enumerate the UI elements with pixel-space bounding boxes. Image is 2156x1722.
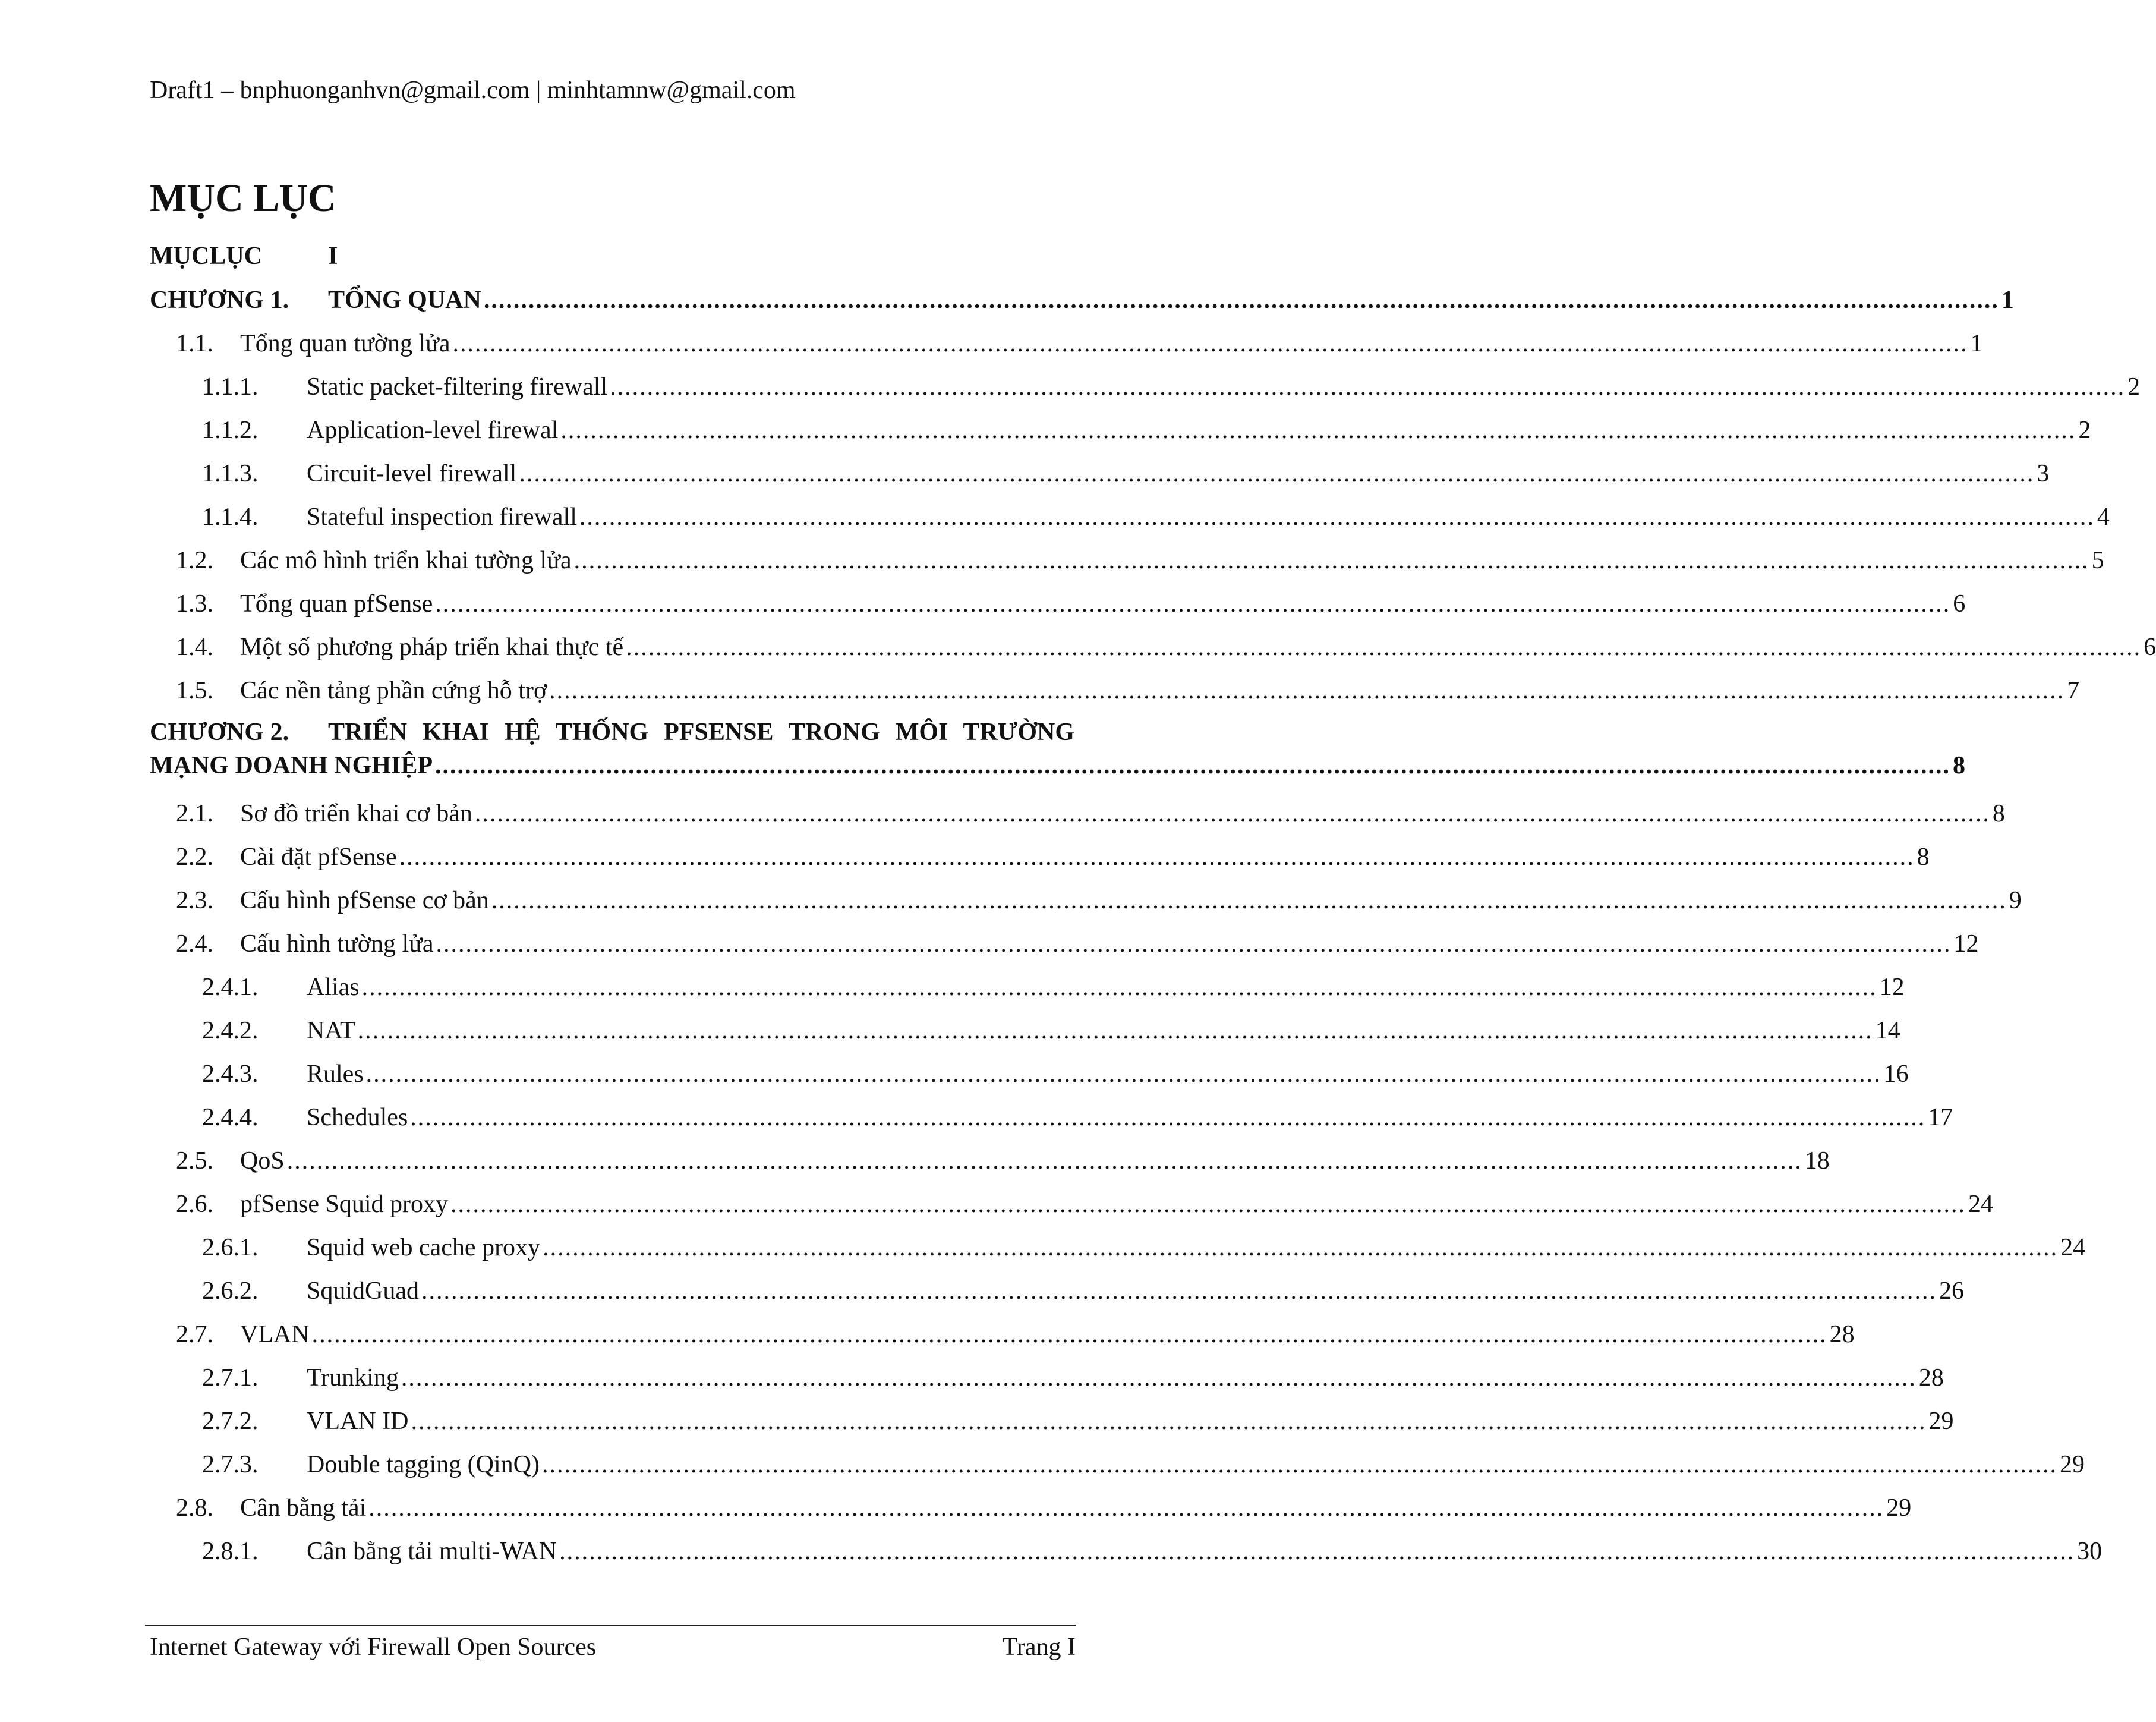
toc-entry-page: 9	[2009, 887, 2022, 914]
toc-dot-leader: ............................................................................................................................................................................................................	[541, 1451, 2057, 1478]
toc-entry-number: 2.4.3.	[202, 1060, 259, 1088]
toc-entry-2-8-1[interactable]	[202, 1535, 2103, 1567]
toc-entry-page: 1	[2001, 287, 2014, 314]
toc-entry-2-4-4[interactable]	[202, 1101, 1953, 1134]
toc-entry-number: 2.4.	[176, 930, 213, 958]
toc-entry-label: Squid web cache proxy	[307, 1234, 541, 1261]
toc-entry-page: 8	[1953, 752, 1965, 779]
toc-dot-leader: ............................................................................................................................................................................................................	[311, 1321, 1827, 1348]
toc-dot-leader: ............................................................................................................................................................................................................	[435, 590, 1951, 618]
toc-entry-number: 2.6.	[176, 1191, 213, 1218]
toc-dot-leader: ............................................................................................................................................................................................................	[626, 634, 2142, 661]
toc-entry-number: 2.4.4.	[202, 1104, 259, 1131]
toc-entry-1-5[interactable]	[176, 675, 2080, 707]
toc-entry-number: 1.3.	[176, 590, 213, 618]
toc-entry-page: 28	[1829, 1321, 1855, 1348]
toc-dot-leader: ............................................................................................................................................................................................................	[399, 843, 1915, 871]
toc-entry-1-3[interactable]	[176, 588, 1966, 620]
toc-entry-2-6[interactable]	[176, 1188, 1993, 1220]
toc-entry-2-4-2[interactable]	[202, 1015, 1900, 1047]
toc-entry-number: CHƯƠNG 1.	[150, 287, 289, 314]
toc-entry-page: 26	[1939, 1277, 1964, 1305]
toc-entry-number: 1.1.4.	[202, 503, 259, 531]
toc-entry-number: 2.1.	[176, 800, 213, 827]
toc-entry-page: 3	[2037, 460, 2050, 487]
page-header: Draft1 – bnphuonganhvn@gmail.com | minhtamnw@gmail.com	[150, 77, 796, 104]
toc-dot-leader: ............................................................................................................................................................................................................	[483, 287, 1999, 314]
toc-entry-page: 18	[1804, 1147, 1830, 1175]
toc-entry-number: 2.2.	[176, 843, 213, 871]
toc-entry-page: 29	[1928, 1408, 1954, 1435]
toc-entry-label: Các mô hình triển khai tường lửa	[240, 547, 572, 574]
toc-entry-number: 2.5.	[176, 1147, 213, 1175]
toc-entry-number: 2.6.1.	[202, 1234, 259, 1261]
toc-entry-page: 12	[1879, 974, 1905, 1001]
toc-entry-label: QoS	[240, 1147, 285, 1175]
toc-entry-number: 2.7.1.	[202, 1364, 259, 1392]
toc-entry-page: 5	[2091, 547, 2104, 574]
toc-entry-2-4[interactable]	[176, 928, 1979, 960]
toc-dot-leader: ............................................................................................................................................................................................................	[361, 974, 1877, 1001]
toc-entry-label: Circuit-level firewall	[307, 460, 517, 487]
toc-dot-leader: ............................................................................................................................................................................................................	[401, 1364, 1917, 1392]
toc-entry-page: 2	[2127, 373, 2141, 401]
toc-entry-page: 29	[2059, 1451, 2085, 1478]
toc-entry-number: 1.4.	[176, 634, 213, 661]
toc-entry-label: Sơ đồ triển khai cơ bản	[240, 800, 472, 827]
toc-entry-label: TRIỂN KHAI HỆ THỐNG PFSENSE TRONG MÔI TRƯỜNG	[328, 719, 1074, 746]
toc-entry-label: Trunking	[307, 1364, 399, 1392]
toc-entry-number: 1.1.1.	[202, 373, 259, 401]
toc-entry-label: TỔNG QUAN	[328, 287, 481, 314]
toc-entry-page: 2	[2078, 417, 2091, 444]
toc-dot-leader: ............................................................................................................................................................................................................	[579, 503, 2095, 531]
toc-entry-number: MỤCLỤC	[150, 243, 262, 270]
toc-dot-leader: ............................................................................................................................................................................................................	[421, 1277, 1937, 1305]
toc-entry-mucluc[interactable]	[150, 240, 1074, 272]
toc-entry-number: CHƯƠNG 2.	[150, 719, 289, 746]
footer-page-number: Trang I	[1002, 1633, 1076, 1661]
toc-entry-1-1-2[interactable]	[202, 414, 2091, 446]
toc-entry-2-2[interactable]	[176, 841, 1930, 873]
toc-entry-number: 2.6.2.	[202, 1277, 259, 1305]
toc-entry-1-2[interactable]	[176, 544, 2104, 577]
toc-entry-2-5[interactable]	[176, 1145, 1830, 1177]
toc-entry-1-1[interactable]	[176, 328, 1983, 360]
toc-entry-page: 24	[2060, 1234, 2086, 1261]
toc-entry-2-6-2[interactable]	[202, 1275, 1964, 1307]
toc-entry-page: 30	[2077, 1538, 2103, 1565]
toc-entry-number: 2.4.2.	[202, 1017, 259, 1044]
toc-entry-number: 1.1.2.	[202, 417, 259, 444]
toc-entry-1-1-1[interactable]	[202, 371, 2141, 403]
toc-dot-leader: ............................................................................................................................................................................................................	[474, 800, 1990, 827]
toc-entry-page: 6	[1953, 590, 1966, 618]
toc-entry-number: 1.2.	[176, 547, 213, 574]
toc-entry-label: Schedules	[307, 1104, 408, 1131]
toc-entry-1-4[interactable]	[176, 631, 2156, 663]
toc-entry-chapter-1[interactable]	[150, 284, 2014, 316]
toc-entry-label: Các nền tảng phần cứng hỗ trợ	[240, 677, 547, 704]
toc-entry-1-1-3[interactable]	[202, 458, 2050, 490]
toc-dot-leader: ............................................................................................................................................................................................................	[410, 1104, 1926, 1131]
toc-entry-page: 24	[1968, 1191, 1993, 1218]
toc-entry-label: Cài đặt pfSense	[240, 843, 397, 871]
toc-entry-page: 4	[2097, 503, 2110, 531]
toc-entry-label: Application-level firewal	[307, 417, 559, 444]
toc-entry-page: 29	[1886, 1494, 1912, 1522]
toc-entry-number: 2.8.1.	[202, 1538, 259, 1565]
toc-dot-leader: ............................................................................................................................................................................................................	[543, 1234, 2059, 1261]
toc-entry-page: 8	[1992, 800, 2005, 827]
toc-dot-leader: ............................................................................................................................................................................................................	[357, 1017, 1873, 1044]
toc-entry-1-1-4[interactable]	[202, 501, 2110, 533]
toc-dot-leader: ............................................................................................................................................................................................................	[450, 1191, 1966, 1218]
toc-entry-2-7[interactable]	[176, 1318, 1855, 1350]
toc-entry-label: Stateful inspection firewall	[307, 503, 577, 531]
toc-dot-leader: ............................................................................................................................................................................................................	[573, 547, 2089, 574]
toc-entry-label: Cân bằng tải	[240, 1494, 367, 1522]
toc-entry-number: 2.3.	[176, 887, 213, 914]
toc-dot-leader: ............................................................................................................................................................................................................	[549, 677, 2065, 704]
toc-entry-2-3[interactable]	[176, 884, 2022, 917]
toc-entry-label: Tổng quan tường lửa	[240, 330, 450, 357]
toc-entry-label: VLAN	[240, 1321, 310, 1348]
toc-entry-label: Một số phương pháp triển khai thực tế	[240, 634, 624, 661]
footer-divider	[145, 1625, 1076, 1626]
toc-entry-label: Alias	[307, 974, 360, 1001]
toc-dot-leader: ............................................................................................................................................................................................................	[286, 1147, 1802, 1175]
toc-dot-leader: ............................................................................................................................................................................................................	[610, 373, 2126, 401]
toc-entry-label: pfSense Squid proxy	[240, 1191, 448, 1218]
toc-entry-label: Tổng quan pfSense	[240, 590, 433, 618]
toc-entry-chapter-2[interactable]	[150, 716, 1965, 782]
toc-dot-leader: ............................................................................................................................................................................................................	[365, 1060, 1881, 1088]
toc-entry-2-4-1[interactable]	[202, 971, 1905, 1003]
toc-entry-page: 12	[1953, 930, 1979, 958]
toc-entry-page: 14	[1875, 1017, 1900, 1044]
toc-entry-number: 2.7.3.	[202, 1451, 259, 1478]
toc-entry-page: 28	[1918, 1364, 1944, 1392]
toc-dot-leader: ............................................................................................................................................................................................................	[491, 887, 2007, 914]
toc-entry-2-8[interactable]	[176, 1492, 1912, 1524]
toc-entry-2-7-2[interactable]	[202, 1405, 1954, 1437]
toc-entry-label: Double tagging (QinQ)	[307, 1451, 540, 1478]
toc-entry-2-7-3[interactable]	[202, 1449, 2085, 1481]
toc-entry-label: Static packet-filtering firewall	[307, 373, 608, 401]
toc-entry-number: 1.5.	[176, 677, 213, 704]
toc-entry-label: NAT	[307, 1017, 355, 1044]
toc-entry-number: 2.4.1.	[202, 974, 259, 1001]
toc-entry-label: Cân bằng tải multi-WAN	[307, 1538, 557, 1565]
toc-entry-2-4-3[interactable]	[202, 1058, 1909, 1090]
toc-entry-label-continued: MẠNG DOANH NGHIỆP	[150, 752, 433, 779]
toc-entry-page: 7	[2067, 677, 2080, 704]
toc-entry-label: I	[328, 243, 338, 270]
toc-entry-number: 1.1.3.	[202, 460, 259, 487]
toc-entry-number: 1.1.	[176, 330, 213, 357]
toc-dot-leader: ............................................................................................................................................................................................................	[436, 930, 1952, 958]
toc-entry-page: 6	[2144, 634, 2156, 661]
toc-entry-page: 1	[1970, 330, 1983, 357]
toc-entry-label: SquidGuad	[307, 1277, 419, 1305]
toc-entry-page: 8	[1917, 843, 1930, 871]
toc-dot-leader: ............................................................................................................................................................................................................	[411, 1408, 1927, 1435]
toc-entry-label: Cấu hình tường lửa	[240, 930, 434, 958]
toc-entry-number: 2.7.	[176, 1321, 213, 1348]
toc-dot-leader: ............................................................................................................................................................................................................	[452, 330, 1968, 357]
toc-dot-leader: ............................................................................................................................................................................................................	[519, 460, 2035, 487]
toc-entry-label: VLAN ID	[307, 1408, 409, 1435]
footer-title: Internet Gateway với Firewall Open Sources	[150, 1633, 597, 1661]
toc-dot-leader: ............................................................................................................................................................................................................	[435, 752, 1950, 779]
toc-entry-label: Cấu hình pfSense cơ bản	[240, 887, 489, 914]
toc-dot-leader: ............................................................................................................................................................................................................	[560, 417, 2076, 444]
toc-entry-page: 16	[1883, 1060, 1909, 1088]
page-title: MỤC LỤC	[150, 177, 336, 220]
toc-entry-number: 2.8.	[176, 1494, 213, 1522]
toc-entry-label: Rules	[307, 1060, 364, 1088]
toc-dot-leader: ............................................................................................................................................................................................................	[368, 1494, 1884, 1522]
toc-entry-2-1[interactable]	[176, 798, 2005, 830]
toc-entry-2-6-1[interactable]	[202, 1232, 2086, 1264]
toc-entry-number: 2.7.2.	[202, 1408, 259, 1435]
toc-entry-2-7-1[interactable]	[202, 1362, 1944, 1394]
toc-entry-page: 17	[1928, 1104, 1953, 1131]
toc-dot-leader: ............................................................................................................................................................................................................	[559, 1538, 2075, 1565]
